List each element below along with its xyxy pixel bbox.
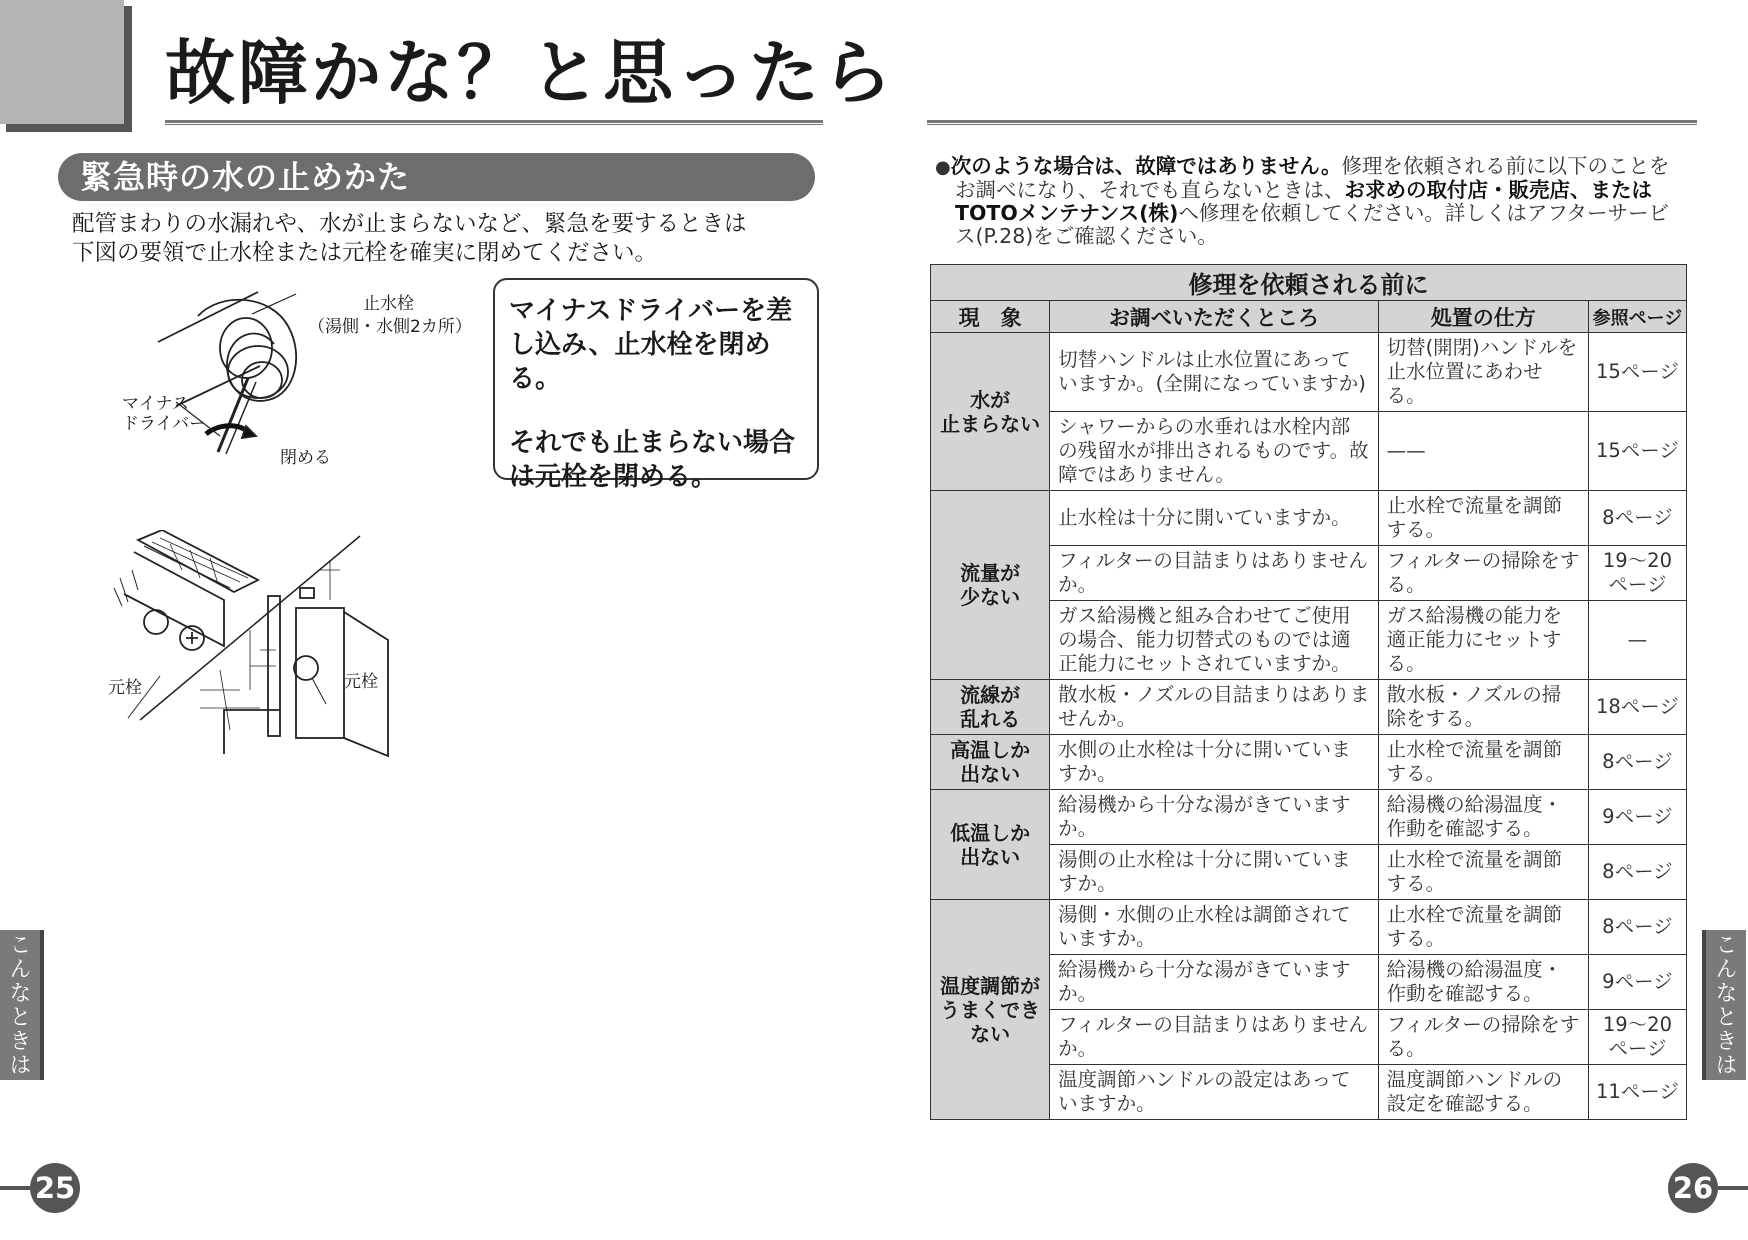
stopcock-figure — [110, 286, 490, 496]
check-cell: シャワーからの水垂れは水栓内部の残留水が排出されるものです。故障ではありません。 — [1050, 412, 1378, 491]
ref-cell: — — [1588, 601, 1686, 680]
side-tab-right: こんなときは — [1702, 930, 1746, 1080]
notice-text-1: 修理を依頼される前に以下のことを — [1341, 154, 1670, 178]
symptom-cell: 高温しか 出ない — [931, 735, 1050, 790]
table-row — [931, 735, 1687, 790]
notice-text-4: ス(P.28)をご確認ください。 — [955, 224, 1218, 248]
symptom-cell: 水が 止まらない — [931, 333, 1050, 491]
check-cell: 水側の止水栓は十分に開いていますか。 — [1050, 735, 1378, 790]
action-cell: 止水栓で流量を調節する。 — [1378, 845, 1588, 900]
action-cell: 止水栓で流量を調節する。 — [1378, 491, 1588, 546]
corner-block — [0, 0, 124, 124]
page-number-right: 26 — [1668, 1163, 1718, 1213]
table-header-row — [931, 301, 1687, 333]
header-symptom: 現 象 — [931, 301, 1050, 333]
intro-text — [72, 210, 832, 268]
notice-text-3: へ修理を依頼してください。詳しくはアフターサービ — [1178, 201, 1669, 225]
main-valve-illustration — [100, 530, 400, 760]
symptom-cell: 流線が 乱れる — [931, 680, 1050, 735]
symptom-cell: 温度調節が うまくでき ない — [931, 900, 1050, 1120]
label-driver-2: ドライバー — [122, 414, 207, 434]
action-cell: ガス給湯機の能力を適正能力にセットする。 — [1378, 601, 1588, 680]
check-cell: 給湯機から十分な湯がきていますか。 — [1050, 955, 1378, 1010]
ref-cell: 18ページ — [1588, 680, 1686, 735]
intro-line: 下図の要領で止水栓または元栓を確実に閉めてください。 — [72, 240, 658, 266]
ref-cell: 9ページ — [1588, 955, 1686, 1010]
check-cell: 給湯機から十分な湯がきていますか。 — [1050, 790, 1378, 845]
notice-text — [935, 155, 1680, 248]
section-heading: 緊急時の水の止めかた — [58, 153, 815, 201]
action-cell: 給湯機の給湯温度・作動を確認する。 — [1378, 955, 1588, 1010]
callout-text-2: それでも止まらない場合は元栓を閉める。 — [509, 428, 796, 492]
ref-cell: 15ページ — [1588, 333, 1686, 412]
check-cell: 止水栓は十分に開いていますか。 — [1050, 491, 1378, 546]
action-cell: 散水板・ノズルの掃除をする。 — [1378, 680, 1588, 735]
ref-cell: 19〜20 ページ — [1588, 1010, 1686, 1065]
check-cell: 湯側・水側の止水栓は調節されていますか。 — [1050, 900, 1378, 955]
action-cell: —— — [1378, 412, 1588, 491]
symptom-cell: 低温しか 出ない — [931, 790, 1050, 900]
check-cell: 湯側の止水栓は十分に開いていますか。 — [1050, 845, 1378, 900]
header-action: 処置の仕方 — [1378, 301, 1588, 333]
action-cell: 切替(開閉)ハンドルを止水位置にあわせる。 — [1378, 333, 1588, 412]
label-driver-1: マイナス — [122, 394, 189, 414]
notice-bold-3: TOTOメンテナンス(株) — [955, 201, 1179, 225]
table-row — [931, 790, 1687, 845]
notice-bold-1: 次のような場合は、故障ではありません。 — [950, 154, 1342, 178]
check-cell: フィルターの目詰まりはありませんか。 — [1050, 546, 1378, 601]
table-caption: 修理を依頼される前に — [931, 265, 1687, 301]
action-cell: 温度調節ハンドルの設定を確認する。 — [1378, 1065, 1588, 1120]
ref-cell: 11ページ — [1588, 1065, 1686, 1120]
header-check: お調べいただくところ — [1050, 301, 1378, 333]
label-main-valve-left: 元栓 — [108, 678, 142, 698]
table-row — [931, 333, 1687, 412]
ref-cell: 15ページ — [1588, 412, 1686, 491]
notice-text-2: お調べになり、それでも直らないときは、 — [955, 178, 1345, 202]
side-tab-left: こんなときは — [0, 930, 44, 1080]
intro-line: 配管まわりの水漏れや、水が止まらないなど、緊急を要するときは — [72, 211, 747, 237]
label-stopcock: 止水栓 — [363, 294, 414, 314]
header-ref: 参照ページ — [1588, 301, 1686, 333]
action-cell: 給湯機の給湯温度・作動を確認する。 — [1378, 790, 1588, 845]
callout-text-1: マイナスドライバーを差し込み、止水栓を閉める。 — [509, 296, 793, 394]
check-cell: 散水板・ノズルの目詰まりはありませんか。 — [1050, 680, 1378, 735]
instruction-callout — [493, 278, 819, 492]
page-number-line — [0, 1186, 30, 1190]
page-title: 故障かな？と思ったら — [165, 32, 895, 114]
ref-cell: 9ページ — [1588, 790, 1686, 845]
label-main-valve-right: 元栓 — [344, 672, 378, 692]
bullet-icon: ● — [935, 157, 951, 178]
check-cell: 切替ハンドルは止水位置にあっていますか。(全開になっていますか) — [1050, 333, 1378, 412]
ref-cell: 8ページ — [1588, 491, 1686, 546]
action-cell: 止水栓で流量を調節する。 — [1378, 735, 1588, 790]
check-cell: ガス給湯機と組み合わせてご使用の場合、能力切替式のものでは適正能力にセットされていますか。 — [1050, 601, 1378, 680]
label-stopcock-sub: （湯側・水側2カ所） — [308, 317, 472, 337]
main-valve-figure — [100, 530, 400, 760]
notice-bold-2: お求めの取付店・販売店、または — [1344, 178, 1652, 202]
ref-cell: 8ページ — [1588, 900, 1686, 955]
ref-cell: 8ページ — [1588, 735, 1686, 790]
table-row — [931, 680, 1687, 735]
ref-cell: 8ページ — [1588, 845, 1686, 900]
action-cell: 止水栓で流量を調節する。 — [1378, 900, 1588, 955]
page-number-line — [1718, 1186, 1748, 1190]
table-row — [931, 491, 1687, 546]
symptom-cell: 流量が 少ない — [931, 491, 1050, 680]
label-close: 閉める — [280, 448, 331, 468]
repair-table-body — [931, 265, 1687, 1120]
action-cell: フィルターの掃除をする。 — [1378, 546, 1588, 601]
check-cell: 温度調節ハンドルの設定はあっていますか。 — [1050, 1065, 1378, 1120]
action-cell: フィルターの掃除をする。 — [1378, 1010, 1588, 1065]
table-row — [931, 900, 1687, 955]
check-cell: フィルターの目詰まりはありませんか。 — [1050, 1010, 1378, 1065]
title-rule — [165, 120, 823, 125]
ref-cell: 19〜20 ページ — [1588, 546, 1686, 601]
page-number-left: 25 — [30, 1163, 80, 1213]
title-rule-right — [927, 120, 1697, 125]
repair-table — [930, 264, 1687, 1120]
